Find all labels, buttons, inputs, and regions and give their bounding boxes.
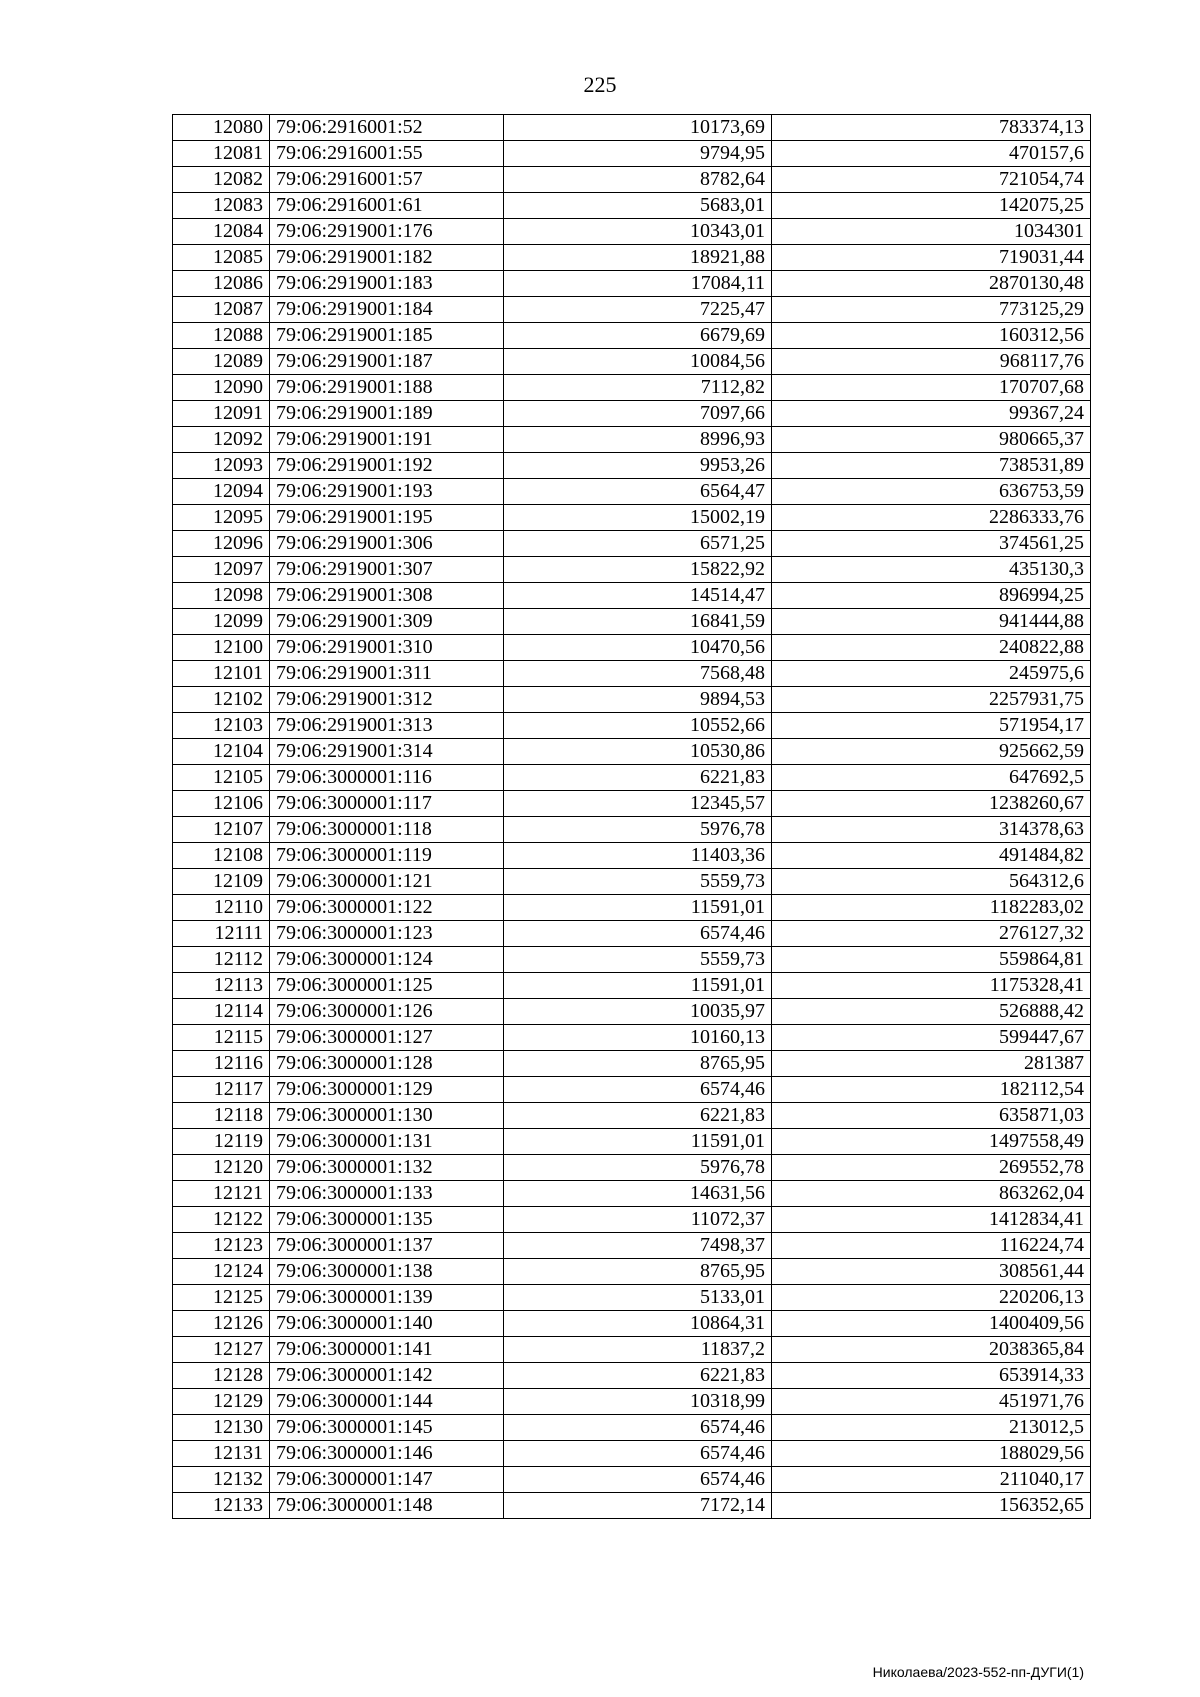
value-cell: 941444,88 xyxy=(772,609,1091,635)
table-row xyxy=(173,1025,1091,1051)
cadastral-number-cell: 79:06:3000001:119 xyxy=(270,843,504,869)
table-row xyxy=(173,557,1091,583)
cadastral-number-cell: 79:06:2919001:309 xyxy=(270,609,504,635)
cadastral-number-cell: 79:06:2916001:52 xyxy=(270,115,504,141)
table-row xyxy=(173,323,1091,349)
area-cell: 9894,53 xyxy=(504,687,772,713)
area-cell: 14631,56 xyxy=(504,1181,772,1207)
table-row xyxy=(173,505,1091,531)
row-number-cell: 12089 xyxy=(173,349,270,375)
value-cell: 220206,13 xyxy=(772,1285,1091,1311)
cadastral-number-cell: 79:06:3000001:148 xyxy=(270,1493,504,1519)
value-cell: 564312,6 xyxy=(772,869,1091,895)
value-cell: 968117,76 xyxy=(772,349,1091,375)
table-row xyxy=(173,219,1091,245)
row-number-cell: 12126 xyxy=(173,1311,270,1337)
cadastral-number-cell: 79:06:2919001:310 xyxy=(270,635,504,661)
row-number-cell: 12095 xyxy=(173,505,270,531)
row-number-cell: 12123 xyxy=(173,1233,270,1259)
value-cell: 980665,37 xyxy=(772,427,1091,453)
row-number-cell: 12116 xyxy=(173,1051,270,1077)
area-cell: 9794,95 xyxy=(504,141,772,167)
cadastral-number-cell: 79:06:2916001:61 xyxy=(270,193,504,219)
cadastral-number-cell: 79:06:2919001:306 xyxy=(270,531,504,557)
value-cell: 240822,88 xyxy=(772,635,1091,661)
value-cell: 451971,76 xyxy=(772,1389,1091,1415)
row-number-cell: 12082 xyxy=(173,167,270,193)
cadastral-number-cell: 79:06:3000001:139 xyxy=(270,1285,504,1311)
cadastral-number-cell: 79:06:2919001:191 xyxy=(270,427,504,453)
cadastral-number-cell: 79:06:2919001:312 xyxy=(270,687,504,713)
row-number-cell: 12104 xyxy=(173,739,270,765)
area-cell: 6221,83 xyxy=(504,765,772,791)
row-number-cell: 12097 xyxy=(173,557,270,583)
row-number-cell: 12130 xyxy=(173,1415,270,1441)
area-cell: 8996,93 xyxy=(504,427,772,453)
cadastral-number-cell: 79:06:3000001:131 xyxy=(270,1129,504,1155)
document-footer: Николаева/2023-552-пп-ДУГИ(1) xyxy=(872,1664,1084,1680)
cadastral-number-cell: 79:06:2919001:185 xyxy=(270,323,504,349)
value-cell: 470157,6 xyxy=(772,141,1091,167)
area-cell: 6574,46 xyxy=(504,1467,772,1493)
value-cell: 653914,33 xyxy=(772,1363,1091,1389)
cadastral-number-cell: 79:06:2919001:189 xyxy=(270,401,504,427)
area-cell: 11837,2 xyxy=(504,1337,772,1363)
cadastral-number-cell: 79:06:2919001:195 xyxy=(270,505,504,531)
cadastral-number-cell: 79:06:3000001:138 xyxy=(270,1259,504,1285)
area-cell: 5976,78 xyxy=(504,1155,772,1181)
cadastral-number-cell: 79:06:3000001:130 xyxy=(270,1103,504,1129)
value-cell: 1175328,41 xyxy=(772,973,1091,999)
row-number-cell: 12129 xyxy=(173,1389,270,1415)
value-cell: 314378,63 xyxy=(772,817,1091,843)
cadastral-number-cell: 79:06:3000001:144 xyxy=(270,1389,504,1415)
row-number-cell: 12127 xyxy=(173,1337,270,1363)
cadastral-number-cell: 79:06:2919001:183 xyxy=(270,271,504,297)
table-row xyxy=(173,1337,1091,1363)
row-number-cell: 12117 xyxy=(173,1077,270,1103)
area-cell: 10318,99 xyxy=(504,1389,772,1415)
row-number-cell: 12111 xyxy=(173,921,270,947)
cadastral-number-cell: 79:06:2919001:176 xyxy=(270,219,504,245)
area-cell: 7172,14 xyxy=(504,1493,772,1519)
table-row xyxy=(173,843,1091,869)
area-cell: 10530,86 xyxy=(504,739,772,765)
table-row xyxy=(173,1155,1091,1181)
area-cell: 5133,01 xyxy=(504,1285,772,1311)
table-row xyxy=(173,1441,1091,1467)
value-cell: 599447,67 xyxy=(772,1025,1091,1051)
area-cell: 10173,69 xyxy=(504,115,772,141)
value-cell: 2286333,76 xyxy=(772,505,1091,531)
table-row xyxy=(173,739,1091,765)
table-row xyxy=(173,1363,1091,1389)
value-cell: 156352,65 xyxy=(772,1493,1091,1519)
row-number-cell: 12124 xyxy=(173,1259,270,1285)
row-number-cell: 12080 xyxy=(173,115,270,141)
row-number-cell: 12120 xyxy=(173,1155,270,1181)
cadastral-number-cell: 79:06:3000001:121 xyxy=(270,869,504,895)
table-row xyxy=(173,661,1091,687)
table-row xyxy=(173,583,1091,609)
cadastral-number-cell: 79:06:3000001:142 xyxy=(270,1363,504,1389)
table-row xyxy=(173,1233,1091,1259)
cadastral-number-cell: 79:06:2916001:57 xyxy=(270,167,504,193)
value-cell: 1034301 xyxy=(772,219,1091,245)
table-row xyxy=(173,869,1091,895)
row-number-cell: 12114 xyxy=(173,999,270,1025)
area-cell: 16841,59 xyxy=(504,609,772,635)
cadastral-number-cell: 79:06:3000001:129 xyxy=(270,1077,504,1103)
row-number-cell: 12099 xyxy=(173,609,270,635)
cadastral-number-cell: 79:06:3000001:132 xyxy=(270,1155,504,1181)
table-row xyxy=(173,1129,1091,1155)
table-row xyxy=(173,167,1091,193)
area-cell: 11591,01 xyxy=(504,973,772,999)
row-number-cell: 12094 xyxy=(173,479,270,505)
value-cell: 635871,03 xyxy=(772,1103,1091,1129)
table-row xyxy=(173,921,1091,947)
cadastral-number-cell: 79:06:3000001:146 xyxy=(270,1441,504,1467)
area-cell: 10864,31 xyxy=(504,1311,772,1337)
row-number-cell: 12092 xyxy=(173,427,270,453)
area-cell: 6564,47 xyxy=(504,479,772,505)
table-row xyxy=(173,479,1091,505)
table-row xyxy=(173,1077,1091,1103)
row-number-cell: 12121 xyxy=(173,1181,270,1207)
area-cell: 10470,56 xyxy=(504,635,772,661)
value-cell: 2257931,75 xyxy=(772,687,1091,713)
row-number-cell: 12096 xyxy=(173,531,270,557)
value-cell: 99367,24 xyxy=(772,401,1091,427)
value-cell: 1497558,49 xyxy=(772,1129,1091,1155)
cadastral-number-cell: 79:06:3000001:135 xyxy=(270,1207,504,1233)
row-number-cell: 12128 xyxy=(173,1363,270,1389)
table-row xyxy=(173,141,1091,167)
table-row xyxy=(173,1415,1091,1441)
table-row xyxy=(173,193,1091,219)
value-cell: 435130,3 xyxy=(772,557,1091,583)
value-cell: 738531,89 xyxy=(772,453,1091,479)
row-number-cell: 12102 xyxy=(173,687,270,713)
area-cell: 5976,78 xyxy=(504,817,772,843)
row-number-cell: 12081 xyxy=(173,141,270,167)
value-cell: 308561,44 xyxy=(772,1259,1091,1285)
value-cell: 647692,5 xyxy=(772,765,1091,791)
table-row xyxy=(173,895,1091,921)
value-cell: 783374,13 xyxy=(772,115,1091,141)
cadastral-number-cell: 79:06:2919001:314 xyxy=(270,739,504,765)
row-number-cell: 12122 xyxy=(173,1207,270,1233)
table-row xyxy=(173,245,1091,271)
value-cell: 925662,59 xyxy=(772,739,1091,765)
table-row xyxy=(173,115,1091,141)
area-cell: 6574,46 xyxy=(504,1441,772,1467)
value-cell: 1238260,67 xyxy=(772,791,1091,817)
cadastral-number-cell: 79:06:2919001:308 xyxy=(270,583,504,609)
cadastral-number-cell: 79:06:2919001:193 xyxy=(270,479,504,505)
value-cell: 188029,56 xyxy=(772,1441,1091,1467)
row-number-cell: 12101 xyxy=(173,661,270,687)
table-row xyxy=(173,349,1091,375)
land-plots-table xyxy=(172,114,1091,1519)
table-row xyxy=(173,791,1091,817)
value-cell: 1182283,02 xyxy=(772,895,1091,921)
value-cell: 2038365,84 xyxy=(772,1337,1091,1363)
row-number-cell: 12115 xyxy=(173,1025,270,1051)
area-cell: 8782,64 xyxy=(504,167,772,193)
cadastral-number-cell: 79:06:3000001:133 xyxy=(270,1181,504,1207)
row-number-cell: 12088 xyxy=(173,323,270,349)
row-number-cell: 12098 xyxy=(173,583,270,609)
cadastral-number-cell: 79:06:3000001:118 xyxy=(270,817,504,843)
area-cell: 5683,01 xyxy=(504,193,772,219)
value-cell: 269552,78 xyxy=(772,1155,1091,1181)
cadastral-number-cell: 79:06:2919001:313 xyxy=(270,713,504,739)
area-cell: 18921,88 xyxy=(504,245,772,271)
value-cell: 182112,54 xyxy=(772,1077,1091,1103)
value-cell: 213012,5 xyxy=(772,1415,1091,1441)
cadastral-number-cell: 79:06:3000001:123 xyxy=(270,921,504,947)
area-cell: 5559,73 xyxy=(504,869,772,895)
cadastral-number-cell: 79:06:3000001:127 xyxy=(270,1025,504,1051)
row-number-cell: 12105 xyxy=(173,765,270,791)
cadastral-number-cell: 79:06:2919001:184 xyxy=(270,297,504,323)
row-number-cell: 12125 xyxy=(173,1285,270,1311)
area-cell: 5559,73 xyxy=(504,947,772,973)
area-cell: 6679,69 xyxy=(504,323,772,349)
area-cell: 6574,46 xyxy=(504,1077,772,1103)
row-number-cell: 12083 xyxy=(173,193,270,219)
cadastral-number-cell: 79:06:3000001:117 xyxy=(270,791,504,817)
table-row xyxy=(173,427,1091,453)
value-cell: 1412834,41 xyxy=(772,1207,1091,1233)
table-row xyxy=(173,297,1091,323)
value-cell: 160312,56 xyxy=(772,323,1091,349)
cadastral-number-cell: 79:06:3000001:140 xyxy=(270,1311,504,1337)
table-row xyxy=(173,271,1091,297)
area-cell: 11072,37 xyxy=(504,1207,772,1233)
area-cell: 7112,82 xyxy=(504,375,772,401)
value-cell: 276127,32 xyxy=(772,921,1091,947)
value-cell: 374561,25 xyxy=(772,531,1091,557)
row-number-cell: 12086 xyxy=(173,271,270,297)
cadastral-number-cell: 79:06:2919001:182 xyxy=(270,245,504,271)
cadastral-number-cell: 79:06:2919001:192 xyxy=(270,453,504,479)
cadastral-number-cell: 79:06:3000001:124 xyxy=(270,947,504,973)
area-cell: 10343,01 xyxy=(504,219,772,245)
table-row xyxy=(173,531,1091,557)
area-cell: 8765,95 xyxy=(504,1051,772,1077)
area-cell: 15002,19 xyxy=(504,505,772,531)
cadastral-number-cell: 79:06:2916001:55 xyxy=(270,141,504,167)
row-number-cell: 12133 xyxy=(173,1493,270,1519)
cadastral-number-cell: 79:06:3000001:116 xyxy=(270,765,504,791)
area-cell: 11591,01 xyxy=(504,895,772,921)
table-row xyxy=(173,1207,1091,1233)
cadastral-number-cell: 79:06:3000001:126 xyxy=(270,999,504,1025)
value-cell: 1400409,56 xyxy=(772,1311,1091,1337)
value-cell: 116224,74 xyxy=(772,1233,1091,1259)
table-row xyxy=(173,999,1091,1025)
table-body xyxy=(173,115,1091,1519)
cadastral-number-cell: 79:06:3000001:125 xyxy=(270,973,504,999)
row-number-cell: 12108 xyxy=(173,843,270,869)
row-number-cell: 12106 xyxy=(173,791,270,817)
area-cell: 7498,37 xyxy=(504,1233,772,1259)
table-row xyxy=(173,1493,1091,1519)
value-cell: 636753,59 xyxy=(772,479,1091,505)
table-row xyxy=(173,713,1091,739)
cadastral-number-cell: 79:06:2919001:188 xyxy=(270,375,504,401)
value-cell: 211040,17 xyxy=(772,1467,1091,1493)
value-cell: 571954,17 xyxy=(772,713,1091,739)
row-number-cell: 12090 xyxy=(173,375,270,401)
value-cell: 142075,25 xyxy=(772,193,1091,219)
table-row xyxy=(173,765,1091,791)
area-cell: 7097,66 xyxy=(504,401,772,427)
area-cell: 9953,26 xyxy=(504,453,772,479)
table-row xyxy=(173,1051,1091,1077)
cadastral-number-cell: 79:06:3000001:137 xyxy=(270,1233,504,1259)
table-row xyxy=(173,375,1091,401)
table-row xyxy=(173,1259,1091,1285)
area-cell: 14514,47 xyxy=(504,583,772,609)
row-number-cell: 12091 xyxy=(173,401,270,427)
row-number-cell: 12131 xyxy=(173,1441,270,1467)
value-cell: 773125,29 xyxy=(772,297,1091,323)
row-number-cell: 12113 xyxy=(173,973,270,999)
value-cell: 721054,74 xyxy=(772,167,1091,193)
row-number-cell: 12107 xyxy=(173,817,270,843)
row-number-cell: 12087 xyxy=(173,297,270,323)
area-cell: 6571,25 xyxy=(504,531,772,557)
value-cell: 559864,81 xyxy=(772,947,1091,973)
cadastral-number-cell: 79:06:2919001:187 xyxy=(270,349,504,375)
cadastral-number-cell: 79:06:3000001:128 xyxy=(270,1051,504,1077)
table-row xyxy=(173,1389,1091,1415)
value-cell: 896994,25 xyxy=(772,583,1091,609)
table-row xyxy=(173,609,1091,635)
table-row xyxy=(173,817,1091,843)
area-cell: 8765,95 xyxy=(504,1259,772,1285)
row-number-cell: 12112 xyxy=(173,947,270,973)
area-cell: 7568,48 xyxy=(504,661,772,687)
row-number-cell: 12110 xyxy=(173,895,270,921)
page-number: 225 xyxy=(583,72,617,97)
area-cell: 11591,01 xyxy=(504,1129,772,1155)
table-row xyxy=(173,1181,1091,1207)
value-cell: 170707,68 xyxy=(772,375,1091,401)
area-cell: 15822,92 xyxy=(504,557,772,583)
table-row xyxy=(173,635,1091,661)
area-cell: 6574,46 xyxy=(504,1415,772,1441)
value-cell: 281387 xyxy=(772,1051,1091,1077)
table-row xyxy=(173,1285,1091,1311)
table-row xyxy=(173,1467,1091,1493)
table-row xyxy=(173,1103,1091,1129)
area-cell: 10160,13 xyxy=(504,1025,772,1051)
area-cell: 7225,47 xyxy=(504,297,772,323)
area-cell: 6221,83 xyxy=(504,1363,772,1389)
row-number-cell: 12093 xyxy=(173,453,270,479)
area-cell: 10035,97 xyxy=(504,999,772,1025)
area-cell: 6574,46 xyxy=(504,921,772,947)
row-number-cell: 12118 xyxy=(173,1103,270,1129)
value-cell: 491484,82 xyxy=(772,843,1091,869)
cadastral-number-cell: 79:06:3000001:145 xyxy=(270,1415,504,1441)
value-cell: 526888,42 xyxy=(772,999,1091,1025)
area-cell: 12345,57 xyxy=(504,791,772,817)
value-cell: 2870130,48 xyxy=(772,271,1091,297)
row-number-cell: 12085 xyxy=(173,245,270,271)
value-cell: 863262,04 xyxy=(772,1181,1091,1207)
area-cell: 10552,66 xyxy=(504,713,772,739)
cadastral-number-cell: 79:06:3000001:141 xyxy=(270,1337,504,1363)
row-number-cell: 12100 xyxy=(173,635,270,661)
area-cell: 6221,83 xyxy=(504,1103,772,1129)
row-number-cell: 12103 xyxy=(173,713,270,739)
row-number-cell: 12119 xyxy=(173,1129,270,1155)
table-row xyxy=(173,687,1091,713)
table-row xyxy=(173,947,1091,973)
area-cell: 11403,36 xyxy=(504,843,772,869)
table-row xyxy=(173,401,1091,427)
cadastral-number-cell: 79:06:3000001:147 xyxy=(270,1467,504,1493)
cadastral-number-cell: 79:06:2919001:311 xyxy=(270,661,504,687)
table-row xyxy=(173,453,1091,479)
value-cell: 245975,6 xyxy=(772,661,1091,687)
area-cell: 17084,11 xyxy=(504,271,772,297)
row-number-cell: 12084 xyxy=(173,219,270,245)
row-number-cell: 12109 xyxy=(173,869,270,895)
row-number-cell: 12132 xyxy=(173,1467,270,1493)
area-cell: 10084,56 xyxy=(504,349,772,375)
table-row xyxy=(173,1311,1091,1337)
cadastral-number-cell: 79:06:2919001:307 xyxy=(270,557,504,583)
cadastral-number-cell: 79:06:3000001:122 xyxy=(270,895,504,921)
table-row xyxy=(173,973,1091,999)
value-cell: 719031,44 xyxy=(772,245,1091,271)
